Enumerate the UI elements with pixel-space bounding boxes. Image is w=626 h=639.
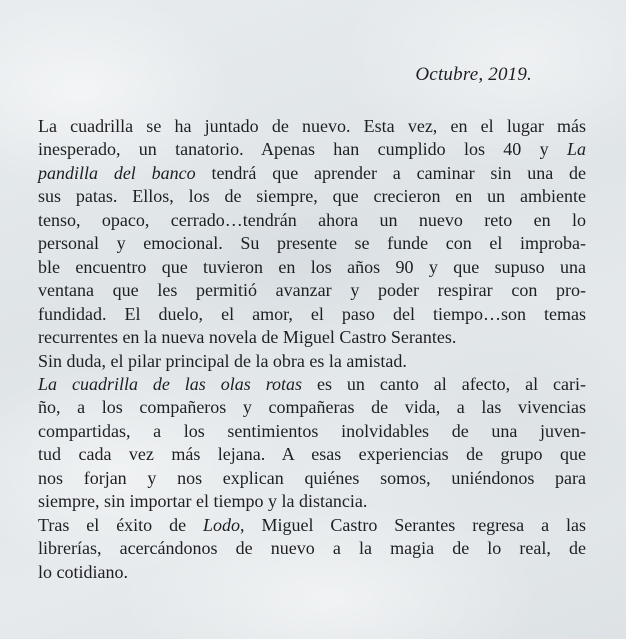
italic-title: La cuadrilla de las olas rotas <box>38 373 303 394</box>
text-line <box>38 443 586 466</box>
text-run: ño, a los compañeros y compañeras de vida, a las vivencias <box>38 397 586 418</box>
text-run: sus patas. Ellos, los de siempre, que crecieron en un ambiente <box>38 186 586 207</box>
text-line <box>38 279 586 302</box>
text-run: Tras el éxito de <box>38 514 204 535</box>
text-line <box>38 350 586 373</box>
text-line <box>38 561 586 584</box>
text-line <box>38 256 586 279</box>
text-line <box>38 490 586 513</box>
paragraph <box>38 514 586 584</box>
synopsis-text <box>38 115 586 584</box>
text-line <box>38 373 586 396</box>
text-run: inesperado, un tanatorio. Apenas han cumplido los 40 y <box>38 139 567 160</box>
text-run: fundidad. El duelo, el amor, el paso del tiempo…son temas <box>38 303 586 324</box>
text-run: tendrá que aprender a caminar sin una de <box>195 162 587 183</box>
text-line <box>38 514 586 537</box>
text-run: lo cotidiano. <box>38 561 128 582</box>
paragraph <box>38 115 586 350</box>
text-line <box>38 185 586 208</box>
paragraph <box>38 350 586 373</box>
text-line <box>38 209 586 232</box>
text-run: , Miguel Castro Serantes regresa a las <box>240 514 586 535</box>
text-line <box>38 138 586 161</box>
text-run: nos forjan y nos explican quiénes somos, uniéndonos para <box>38 467 586 488</box>
text-line <box>38 115 586 138</box>
text-line <box>38 162 586 185</box>
text-line <box>38 303 586 326</box>
text-run: personal y emocional. Su presente se funde con el improba- <box>38 233 586 254</box>
text-run: recurrentes en la nueva novela de Miguel Castro Serantes. <box>38 327 457 348</box>
text-line <box>38 467 586 490</box>
text-run: es un canto al afecto, al cari- <box>302 373 586 394</box>
paragraph <box>38 373 586 514</box>
text-line <box>38 420 586 443</box>
text-line <box>38 537 586 560</box>
text-run: ble encuentro que tuvieron en los años 90 y que supuso una <box>38 256 586 277</box>
italic-title: Lodo <box>203 514 241 535</box>
text-run: compartidas, a los sentimientos inolvidables de una juven- <box>38 420 586 441</box>
date-line: Octubre, 2019. <box>415 64 532 85</box>
text-run: La cuadrilla se ha juntado de nuevo. Esta vez, en el lugar más <box>38 116 586 136</box>
italic-title: pandilla del banco <box>38 162 196 183</box>
italic-title: La <box>566 139 586 160</box>
text-line <box>38 232 586 255</box>
text-line <box>38 396 586 419</box>
text-run: librerías, acercándonos de nuevo a la magia de lo real, de <box>38 538 586 559</box>
text-run: tenso, opaco, cerrado…tendrán ahora un nuevo reto en lo <box>38 209 586 230</box>
text-run: ventana que les permitió avanzar y poder respirar con pro- <box>38 280 586 301</box>
text-run: Sin duda, el pilar principal de la obra es la amistad. <box>38 350 407 371</box>
text-line <box>38 326 586 349</box>
text-run: tud cada vez más lejana. A esas experiencias de grupo que <box>38 444 586 465</box>
text-run: siempre, sin importar el tiempo y la distancia. <box>38 491 368 512</box>
